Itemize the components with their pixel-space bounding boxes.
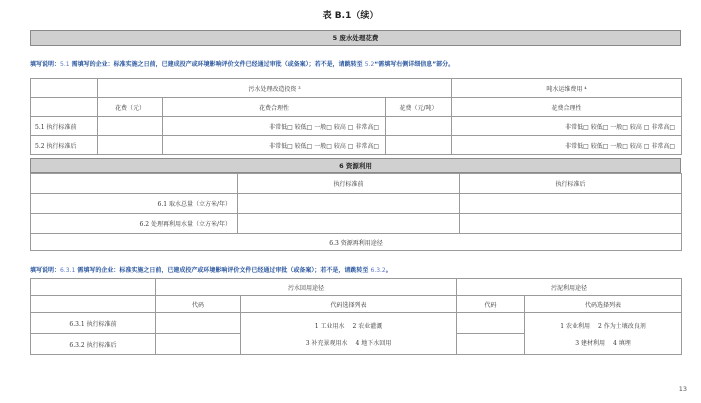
col-header-cost-per-ton: 花费（元/吨） — [386, 98, 452, 117]
group-header-operation: 吨水运维费用 ⁴ — [452, 79, 682, 98]
input-cell[interactable] — [238, 214, 460, 234]
col-header-code: 代码 — [156, 296, 241, 313]
cost-per-ton-input-cell[interactable] — [386, 117, 452, 136]
empty-cell — [31, 98, 98, 117]
section6-heading: 6 资源利用 — [30, 158, 681, 173]
empty-cell — [31, 174, 238, 194]
input-cell[interactable] — [460, 214, 682, 234]
group-header-sludge-use: 污泥利用途径 — [457, 279, 682, 296]
input-cell[interactable] — [238, 194, 460, 214]
section5-heading: 5 废水处理花费 — [30, 30, 681, 46]
cost-input-cell[interactable] — [98, 136, 163, 155]
reasonableness-options[interactable]: 非常低□ 较低□ 一般□ 较高 □ 非常高□ — [163, 136, 386, 155]
group-header-water-reuse: 污水回用途径 — [156, 279, 457, 296]
col-header-code-list: 代码选择列表 — [525, 296, 682, 313]
input-cell[interactable] — [460, 194, 682, 214]
reuse-path-table — [30, 278, 682, 355]
empty-cell — [31, 79, 98, 98]
subheading-reuse-path: 6.3 资源再利用途径 — [31, 234, 682, 251]
row-label: 5.2 执行标准后 — [31, 136, 98, 155]
cost-per-ton-input-cell[interactable] — [386, 136, 452, 155]
reasonableness-options[interactable]: 非常低□ 较低□ 一般□ 较高 □ 非常高□ — [452, 136, 682, 155]
table-title: 表 B.1（续） — [322, 11, 379, 21]
code-input-cell[interactable] — [457, 334, 525, 355]
empty-cell — [31, 279, 156, 296]
code-input-cell[interactable] — [156, 313, 241, 334]
section5-note: 填写说明：5.1 需填写的企业：标准实施之日前，已建成投产或环境影响评价文件已经通过审批（或备案）；若不是，请跳转至 5.2“需填写右侧详细信息”部分。 — [30, 61, 455, 68]
row-label: 6.2 处理再利用水量（立方米/年） — [31, 214, 238, 234]
col-header-reasonableness: 花费合理性 — [452, 98, 682, 117]
page-number: 13 — [678, 385, 687, 393]
col-header-reasonableness: 花费合理性 — [163, 98, 386, 117]
cost-input-cell[interactable] — [98, 117, 163, 136]
group-header-investment: 污水处理改造投资 ³ — [98, 79, 452, 98]
row-label: 6.3.1 执行标准前 — [31, 313, 156, 334]
water-reuse-code-list: 1 工业用水 2 农业灌溉 3 补充景观用水 4 地下水回用 — [241, 313, 457, 355]
row-label: 6.3.2 执行标准后 — [31, 334, 156, 355]
col-header-code: 代码 — [457, 296, 525, 313]
resource-use-table — [30, 173, 682, 251]
section6-note: 填写说明：6.3.1 需填写的企业：标准实施之日前，已建成投产或环境影响评价文件已经通过审批（或备案）；若不是，请跳转至 6.3.2。 — [30, 267, 392, 274]
empty-cell — [31, 296, 156, 313]
col-header-before: 执行标准前 — [238, 174, 460, 194]
sludge-use-code-list: 1 农业利用 2 作为土壤改良剂 3 建材利用 4 填埋 — [525, 313, 682, 355]
code-input-cell[interactable] — [457, 313, 525, 334]
code-input-cell[interactable] — [156, 334, 241, 355]
col-header-after: 执行标准后 — [460, 174, 682, 194]
wastewater-cost-table — [30, 78, 682, 155]
row-label: 6.1 取水总量（立方米/年） — [31, 194, 238, 214]
row-label: 5.1 执行标准前 — [31, 117, 98, 136]
reasonableness-options[interactable]: 非常低□ 较低□ 一般□ 较高 □ 非常高□ — [452, 117, 682, 136]
col-header-cost: 花费（元） — [98, 98, 163, 117]
col-header-code-list: 代码选择列表 — [241, 296, 457, 313]
reasonableness-options[interactable]: 非常低□ 较低□ 一般□ 较高 □ 非常高□ — [163, 117, 386, 136]
